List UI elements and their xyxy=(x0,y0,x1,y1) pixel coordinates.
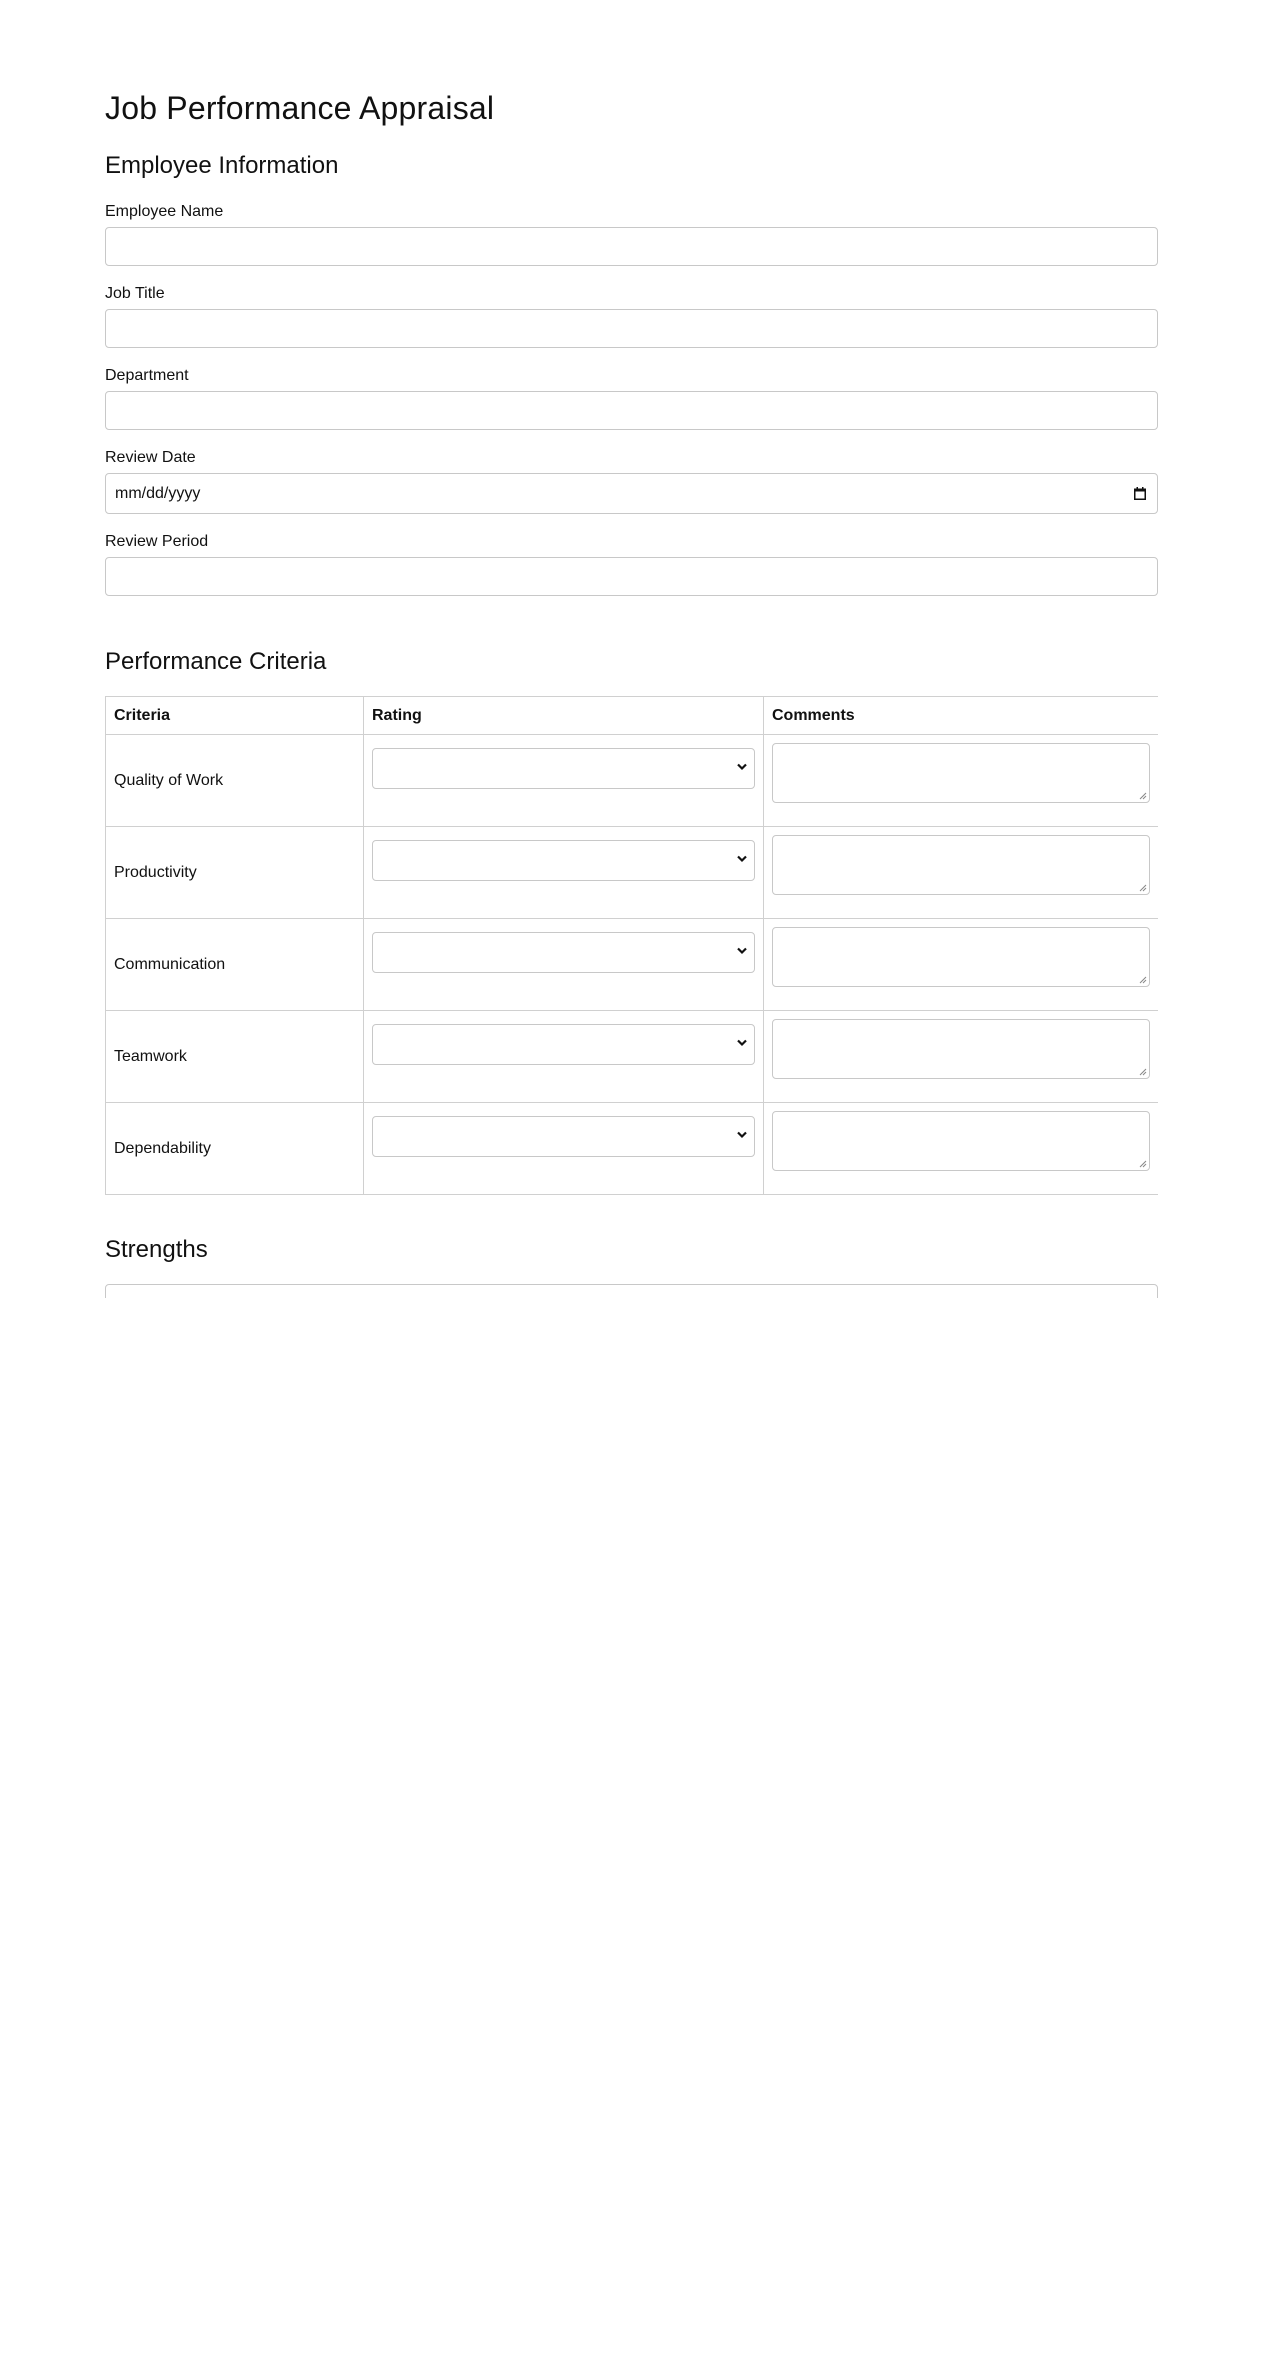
department-input[interactable] xyxy=(105,391,1158,430)
employee-name-input[interactable] xyxy=(105,227,1158,266)
rating-select[interactable] xyxy=(372,932,755,973)
job-title-input[interactable] xyxy=(105,309,1158,348)
comments-cell xyxy=(764,1011,1159,1103)
criteria-name: Dependability xyxy=(106,1103,364,1195)
chevron-down-icon xyxy=(737,763,747,771)
review-date-label: Review Date xyxy=(105,449,196,466)
column-header-rating: Rating xyxy=(364,697,764,735)
criteria-name: Teamwork xyxy=(106,1011,364,1103)
job-title-label: Job Title xyxy=(105,285,165,302)
comments-textarea[interactable] xyxy=(772,743,1150,803)
resize-grip-icon[interactable] xyxy=(1139,1160,1147,1168)
rating-cell xyxy=(364,827,764,919)
criteria-name: Communication xyxy=(106,919,364,1011)
chevron-down-icon xyxy=(737,855,747,863)
table-row xyxy=(106,919,1159,1011)
rating-cell xyxy=(364,735,764,827)
employee-name-label: Employee Name xyxy=(105,203,224,220)
comments-cell xyxy=(764,919,1159,1011)
table-header-row xyxy=(106,697,1159,735)
table-row xyxy=(106,1011,1159,1103)
resize-grip-icon[interactable] xyxy=(1139,792,1147,800)
table-row xyxy=(106,1103,1159,1195)
strengths-heading: Strengths xyxy=(105,1236,208,1263)
calendar-icon[interactable] xyxy=(1134,487,1146,500)
comments-cell xyxy=(764,827,1159,919)
strengths-textarea[interactable] xyxy=(105,1284,1158,1298)
appraisal-form xyxy=(105,0,1158,1298)
chevron-down-icon xyxy=(737,947,747,955)
comments-cell xyxy=(764,735,1159,827)
review-date-placeholder: mm/dd/yyyy xyxy=(115,485,201,502)
page-title: Job Performance Appraisal xyxy=(105,90,495,126)
table-row xyxy=(106,827,1159,919)
comments-cell xyxy=(764,1103,1159,1195)
comments-textarea[interactable] xyxy=(772,1111,1150,1171)
resize-grip-icon[interactable] xyxy=(1139,976,1147,984)
performance-criteria-table xyxy=(105,696,1158,1195)
rating-cell xyxy=(364,919,764,1011)
criteria-name: Productivity xyxy=(106,827,364,919)
rating-cell xyxy=(364,1011,764,1103)
rating-select[interactable] xyxy=(372,1024,755,1065)
review-period-label: Review Period xyxy=(105,533,209,550)
criteria-name: Quality of Work xyxy=(106,735,364,827)
review-period-input[interactable] xyxy=(105,557,1158,596)
chevron-down-icon xyxy=(737,1131,747,1139)
chevron-down-icon xyxy=(737,1039,747,1047)
employee-information-heading: Employee Information xyxy=(105,152,339,179)
rating-cell xyxy=(364,1103,764,1195)
rating-select[interactable] xyxy=(372,748,755,789)
department-label: Department xyxy=(105,367,189,384)
resize-grip-icon[interactable] xyxy=(1139,884,1147,892)
resize-grip-icon[interactable] xyxy=(1139,1068,1147,1076)
column-header-criteria: Criteria xyxy=(106,697,364,735)
rating-select[interactable] xyxy=(372,840,755,881)
table-row xyxy=(106,735,1159,827)
column-header-comments: Comments xyxy=(764,697,1159,735)
rating-select[interactable] xyxy=(372,1116,755,1157)
comments-textarea[interactable] xyxy=(772,927,1150,987)
performance-criteria-heading: Performance Criteria xyxy=(105,648,327,675)
review-date-input[interactable] xyxy=(105,473,1158,514)
comments-textarea[interactable] xyxy=(772,1019,1150,1079)
comments-textarea[interactable] xyxy=(772,835,1150,895)
